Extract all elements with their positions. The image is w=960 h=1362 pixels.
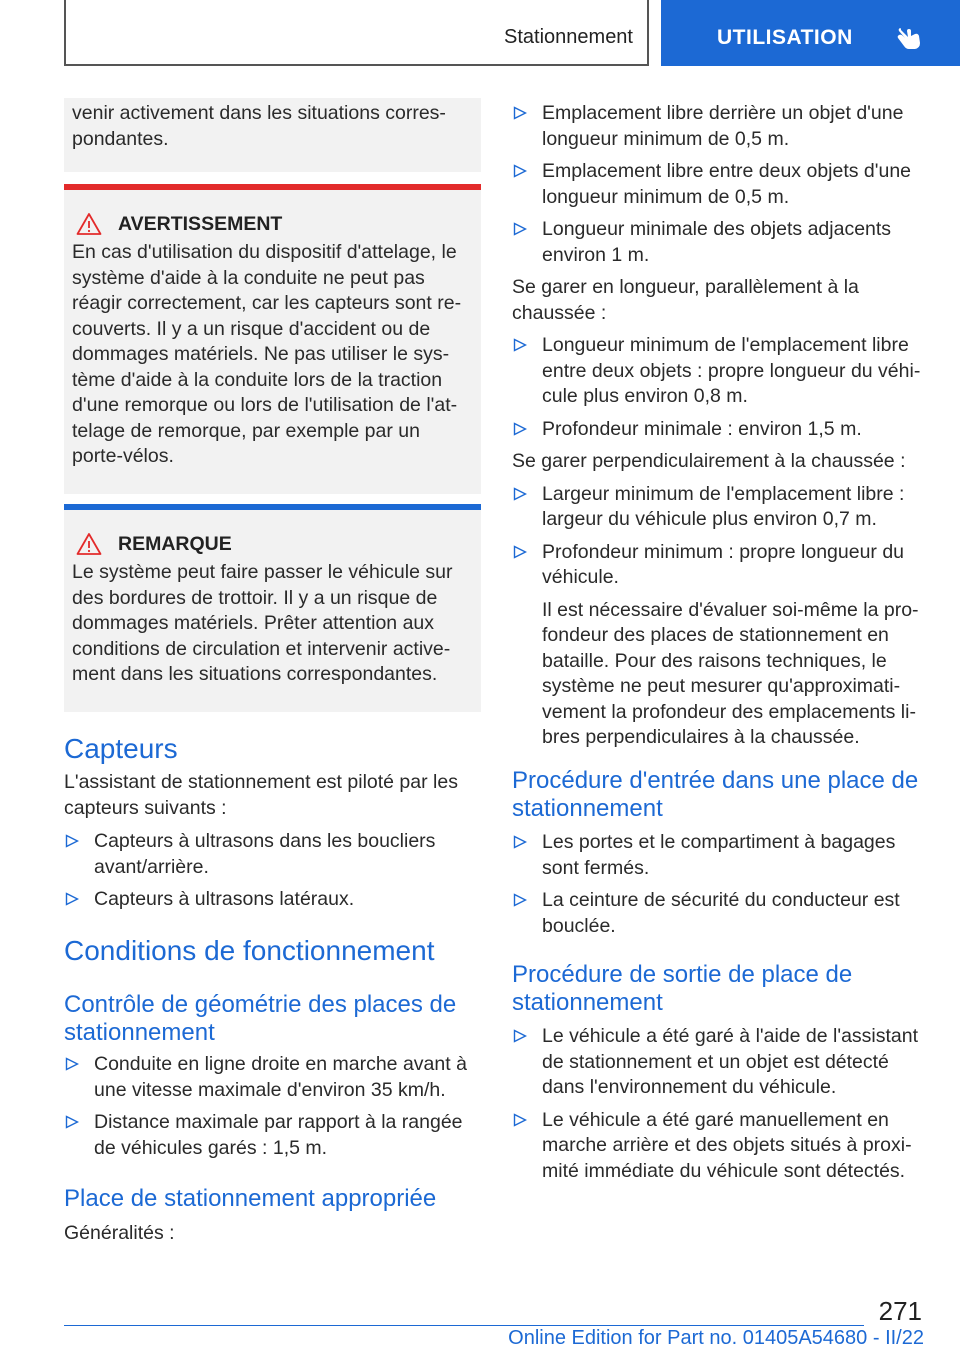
general-item: Emplacement libre derrière un objet d'une longueur minimum de 0,5 m.	[542, 102, 904, 150]
perpendicular-note: Il est nécessaire d'évaluer soi-même la pro-fondeur des places de stationnement en bataille. Pour des raisons techniques, le système ne peut mesurer qu'approximati-vement la profondeur des emplacements li-bres perpendiculaires à la chaussée.	[542, 598, 919, 748]
general-item: Emplacement libre entre deux objets d'une longueur minimum de 0,5 m.	[542, 160, 912, 208]
continued-text-box	[64, 98, 481, 172]
bullet-triangle-icon	[513, 106, 527, 120]
condition-item: Conduite en ligne droite en marche avant à une vitesse maximale d'environ 35 km/h.	[94, 1053, 467, 1101]
list-item	[64, 1110, 481, 1161]
bullet-triangle-icon	[513, 164, 527, 178]
warning-box	[64, 184, 481, 494]
geometry-subheading: Contrôle de géométrie des places de stationnement	[64, 991, 457, 1046]
list-item	[64, 829, 481, 880]
bullet-triangle-icon	[513, 487, 527, 501]
bullet-triangle-icon	[513, 422, 527, 436]
bullet-triangle-icon	[65, 1115, 79, 1129]
warning-title: AVERTISSEMENT	[118, 212, 283, 235]
list-item	[512, 159, 928, 210]
section-title: Stationnement	[504, 26, 633, 48]
suitable-space-subheading: Place de stationnement appropriée	[64, 1185, 437, 1212]
remark-title: REMARQUE	[118, 532, 232, 555]
pointing-hand-icon	[895, 22, 925, 52]
list-item	[512, 1024, 928, 1101]
bullet-triangle-icon	[65, 892, 79, 906]
perpendicular-item: Largeur minimum de l'emplacement libre : largeur du véhicule plus environ 0,7 m.	[542, 482, 905, 530]
list-item	[512, 1108, 928, 1185]
condition-item: Distance maximale par rapport à la rangée de véhicules garés : 1,5 m.	[94, 1111, 463, 1159]
conditions-heading: Conditions de fonctionnement	[64, 935, 435, 966]
bullet-triangle-icon	[513, 1029, 527, 1043]
bullet-triangle-icon	[513, 545, 527, 559]
list-item	[512, 830, 928, 881]
perpendicular-label: Se garer perpendiculairement à la chaussée :	[512, 450, 906, 472]
sensors-heading: Capteurs	[64, 733, 178, 764]
list-item	[512, 888, 928, 939]
bullet-triangle-icon	[513, 222, 527, 236]
bullet-triangle-icon	[513, 338, 527, 352]
general-item: Longueur minimale des objets adjacents environ 1 m.	[542, 218, 892, 266]
list-item	[512, 217, 928, 268]
parallel-label: Se garer en longueur, parallèlement à la chaussée :	[512, 276, 859, 324]
list-item	[512, 333, 928, 410]
chapter-tab-label: UTILISATION	[717, 26, 853, 49]
entry-item: La ceinture de sécurité du conducteur est bouclée.	[542, 889, 900, 937]
perpendicular-item: Profondeur minimum : propre longueur du véhicule.	[542, 540, 905, 588]
list-item	[512, 101, 928, 152]
continued-text: venir activement dans les situations corres- pondantes.	[72, 102, 446, 150]
list-item	[512, 540, 928, 591]
list-item	[512, 417, 928, 443]
sensor-item: Capteurs à ultrasons dans les boucliers avant/arrière.	[94, 830, 436, 878]
exit-item: Le véhicule a été garé à l'aide de l'assistant de stationnement et un objet est détecté dans l'environnement du véhicule.	[542, 1025, 919, 1098]
entry-item: Les portes et le compartiment à bagages sont fermés.	[542, 831, 896, 879]
general-label: Généralités :	[64, 1222, 175, 1244]
parallel-item: Profondeur minimale : environ 1,5 m.	[542, 417, 862, 440]
list-item	[64, 887, 481, 913]
exit-item: Le véhicule a été garé manuellement en marche arrière et des objets situés à proxi-mité immédiate du véhicule sont détectés.	[542, 1108, 912, 1182]
sensor-item: Capteurs à ultrasons latéraux.	[94, 888, 355, 910]
chapter-tab[interactable]	[661, 0, 960, 66]
warning-triangle-icon	[76, 532, 102, 556]
sensors-intro: L'assistant de stationnement est piloté par les capteurs suivants :	[64, 771, 458, 819]
header-section-box	[64, 0, 649, 66]
bullet-triangle-icon	[65, 1057, 79, 1071]
footer-divider	[64, 1325, 864, 1326]
entry-heading: Procédure d'entrée dans une place de stationnement	[512, 767, 919, 822]
list-item	[64, 1052, 481, 1103]
remark-text: Le système peut faire passer le véhicule sur des bordures de trottoir. Il y a un risque de dommages matériels. Prêter attention aux conditions de circulation et intervenir active-ment dans les situations correspondantes.	[72, 561, 453, 685]
remark-box	[64, 504, 481, 712]
exit-heading: Procédure de sortie de place de stationnement	[512, 961, 853, 1016]
bullet-triangle-icon	[513, 893, 527, 907]
parallel-item: Longueur minimum de l'emplacement libre entre deux objets : propre longueur du véhi-cule plus environ 0,8 m.	[542, 334, 921, 407]
page-number: 271	[878, 1296, 922, 1326]
list-item	[512, 482, 928, 533]
warning-triangle-icon	[76, 212, 102, 236]
bullet-triangle-icon	[65, 834, 79, 848]
bullet-triangle-icon	[513, 835, 527, 849]
footer-edition: Online Edition for Part no. 01405A54680 - II/22	[508, 1327, 924, 1349]
bullet-triangle-icon	[513, 1113, 527, 1127]
warning-text: En cas d'utilisation du dispositif d'attelage, le système d'aide à la conduite ne peut pas réagir correctement, car les capteurs sont re-couverts. Il y a un risque d'accident ou de dommages matériels. Ne pas utiliser le sys-tème d'aide à la conduite lors de la traction d'une remorque ou lors de l'utilisation de l'at-telage de remorque, par exemple par un porte-vélos.	[72, 241, 462, 467]
